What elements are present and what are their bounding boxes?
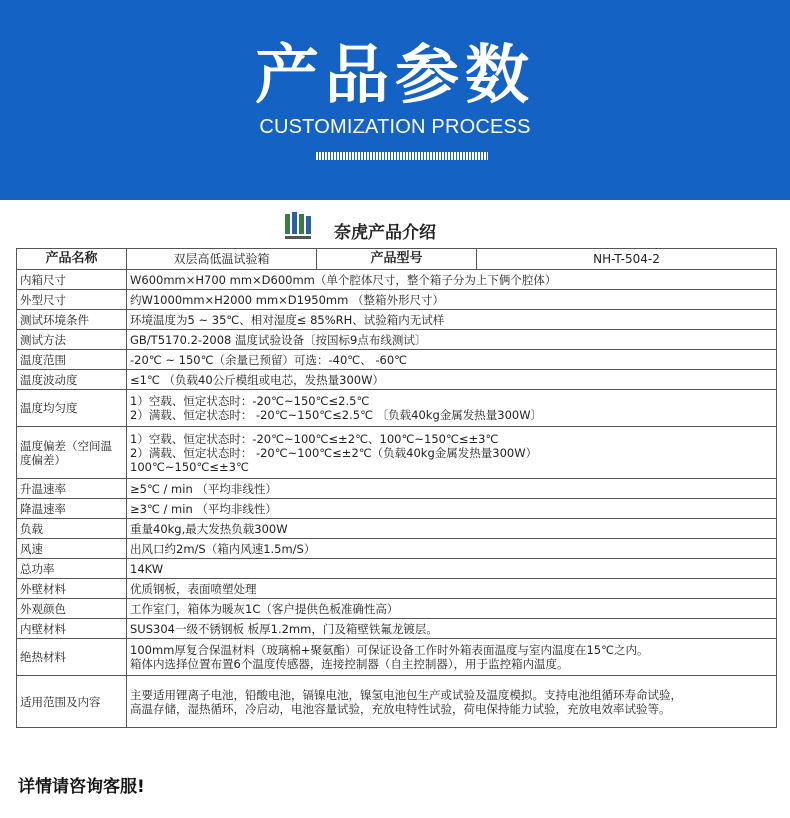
- row-value: 100mm厚复合保温材料（玻璃棉+聚氨酯）可保证设备工作时外箱表面温度与室内温度在15℃之内。 箱体内选择位置布置6个温度传感器，连接控制器（自主控制器），用于监控箱内温度。: [127, 639, 777, 676]
- table-row: [17, 270, 777, 290]
- row-value: 主要适用锂离子电池，铅酸电池，镉镍电池，镍氢电池包生产或试验及温度模拟。支持电池组循环寿命试验， 高温存储，湿热循环，冷启动，电池容量试验，充放电特性试验，荷电保持能力试验，充放电效率试验等。: [127, 676, 777, 728]
- row-label: 总功率: [17, 559, 127, 579]
- table-row: [17, 479, 777, 499]
- row-label: 外型尺寸: [17, 290, 127, 310]
- banner-divider-bar: [316, 152, 488, 160]
- row-label: 温度范围: [17, 350, 127, 370]
- table-row: [17, 639, 777, 676]
- row-label: 温度波动度: [17, 370, 127, 390]
- table-row: [17, 676, 777, 728]
- row-label: 降温速率: [17, 499, 127, 519]
- row-value: 约W1000mm×H2000 mm×D1950mm （整箱外形尺寸）: [127, 290, 777, 310]
- table-row: [17, 370, 777, 390]
- table-row: [17, 427, 777, 479]
- table-row: [17, 539, 777, 559]
- product-model-value: NH-T-504-2: [477, 249, 777, 270]
- row-label: 温度均匀度: [17, 390, 127, 427]
- row-label: 内箱尺寸: [17, 270, 127, 290]
- table-row: [17, 310, 777, 330]
- brand-header: [0, 210, 790, 244]
- row-value: 重量40kg,最大发热负载300W: [127, 519, 777, 539]
- banner: [0, 0, 790, 200]
- row-value: 环境温度为5 ~ 35℃、相对湿度≤ 85%RH、试验箱内无试样: [127, 310, 777, 330]
- table-row: [17, 290, 777, 310]
- row-label: 绝热材料: [17, 639, 127, 676]
- row-label: 温度偏差（空间温度偏差）: [17, 427, 127, 479]
- table-row: [17, 499, 777, 519]
- product-name-label: 产品名称: [17, 249, 127, 270]
- table-row: [17, 619, 777, 639]
- row-value: 出风口约2m/S（箱内风速1.5m/S）: [127, 539, 777, 559]
- row-value: SUS304一级不锈钢板 板厚1.2mm，门及箱壁铁氟龙镀层。: [127, 619, 777, 639]
- row-value: -20℃ ~ 150℃（余量已预留）可选：-40℃、 -60℃: [127, 350, 777, 370]
- product-name-value: 双层高低温试验箱: [127, 249, 317, 270]
- banner-title: 产品参数: [255, 39, 535, 113]
- row-value: 1）空载、恒定状态时：-20℃~100℃≤±2℃、100℃~150℃≤±3℃ 2）满载、恒定状态时： -20℃~100℃≤±2℃（负载40kg金属发热量300W） 100℃~150℃≤±3℃: [127, 427, 777, 479]
- table-row: [17, 350, 777, 370]
- product-model-label: 产品型号: [317, 249, 477, 270]
- row-label: 外观颜色: [17, 599, 127, 619]
- brand-title: 奈虎产品介绍: [334, 223, 436, 243]
- row-value: GB/T5170.2-2008 温度试验设备〔按国标9点布线测试〕: [127, 330, 777, 350]
- row-label: 外壁材料: [17, 579, 127, 599]
- row-value: 1）空载、恒定状态时：-20℃~150℃≤2.5℃ 2）满载、恒定状态时： -20℃~150℃≤2.5℃ 〔负载40kg金属发热量300W〕: [127, 390, 777, 427]
- row-label: 升温速率: [17, 479, 127, 499]
- row-value: W600mm×H700 mm×D600mm（单个腔体尺寸，整个箱子分为上下俩个腔体）: [127, 270, 777, 290]
- row-label: 测试环境条件: [17, 310, 127, 330]
- table-row: [17, 519, 777, 539]
- table-row: [17, 559, 777, 579]
- row-value: 工作室门，箱体为暖灰1C（客户提供色板准确性高）: [127, 599, 777, 619]
- table-row: [17, 579, 777, 599]
- table-header-row: [17, 249, 777, 270]
- nh-logo-icon: [283, 210, 313, 242]
- row-label: 内壁材料: [17, 619, 127, 639]
- row-value: 优质钢板，表面喷塑处理: [127, 579, 777, 599]
- table-row: [17, 599, 777, 619]
- row-label: 负载: [17, 519, 127, 539]
- row-value: ≥5℃ / min （平均非线性）: [127, 479, 777, 499]
- row-label: 风速: [17, 539, 127, 559]
- footer-note: 详情请咨询客服!: [18, 777, 145, 797]
- row-value: 14KW: [127, 559, 777, 579]
- spec-table: [16, 248, 777, 728]
- row-value: ≥3℃ / min （平均非线性）: [127, 499, 777, 519]
- row-value: ≤1℃ （负载40公斤模组或电芯，发热量300W）: [127, 370, 777, 390]
- row-label: 适用范围及内容: [17, 676, 127, 728]
- banner-subtitle: CUSTOMIZATION PROCESS: [259, 116, 531, 138]
- row-label: 测试方法: [17, 330, 127, 350]
- table-row: [17, 330, 777, 350]
- table-row: [17, 390, 777, 427]
